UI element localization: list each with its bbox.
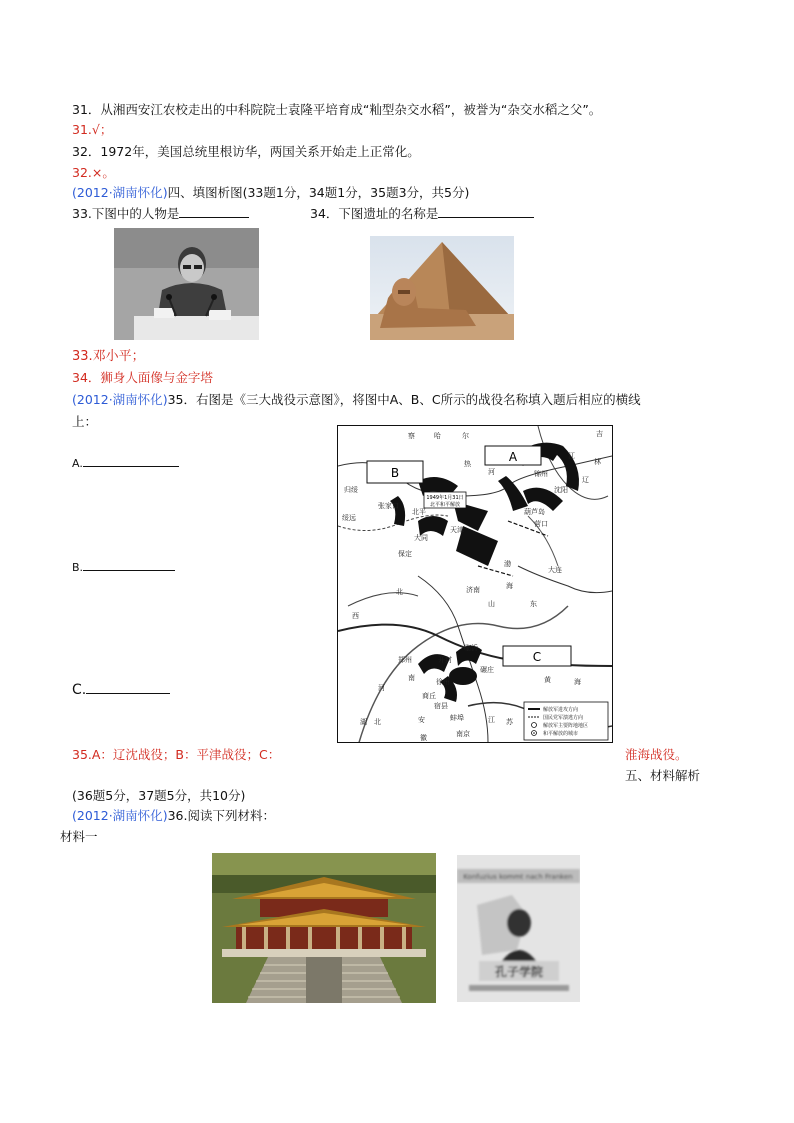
svg-text:临沂: 临沂: [464, 644, 478, 652]
svg-text:渤: 渤: [504, 560, 511, 568]
svg-text:张家口: 张家口: [378, 502, 399, 510]
map-date-box: 1949年1月31日: [426, 495, 464, 501]
svg-text:吉: 吉: [596, 430, 603, 438]
svg-text:热: 热: [464, 460, 471, 468]
plaque-text: 孔子学院: [494, 965, 544, 979]
q34-prompt: [310, 204, 534, 222]
svg-text:归绥: 归绥: [344, 486, 358, 494]
section5-scores: (36题5分，37题5分，共10分): [72, 788, 246, 803]
q35-source-open: (: [72, 392, 77, 407]
svg-text:天津: 天津: [450, 526, 464, 534]
legend-item-3: 解放军主要阵地地区: [543, 723, 589, 729]
svg-text:林: 林: [594, 458, 601, 466]
q35-source: 2012·湖南怀化: [76, 392, 163, 407]
person-photo: [114, 228, 259, 340]
svg-text:商丘: 商丘: [422, 692, 436, 700]
svg-text:江: 江: [488, 716, 495, 724]
q36-text: 36.阅读下列材料：: [167, 808, 275, 823]
svg-text:碾庄: 碾庄: [480, 666, 494, 674]
legend-item-1: 解放军进攻方向: [543, 707, 579, 713]
map-label-a: A: [508, 450, 518, 464]
svg-text:锦州: 锦州: [534, 470, 548, 478]
svg-text:南京: 南京: [456, 730, 470, 738]
q31-text: 31．从湘西安江农校走出的中科院院士袁隆平培育成“籼型杂交水稻”，被誉为“杂交水稻之父”。: [72, 102, 602, 117]
svg-text:徐州: 徐州: [436, 678, 450, 686]
q32-text: 32．1972年，美国总统里根访华，两国关系开始走上正常化。: [72, 144, 420, 159]
svg-text:葫芦岛: 葫芦岛: [524, 508, 545, 516]
q33-prompt: [72, 204, 249, 222]
svg-text:宿县: 宿县: [434, 702, 448, 710]
svg-text:北平和平解放: 北平和平解放: [429, 502, 461, 508]
svg-text:察: 察: [408, 432, 415, 440]
section4-header: [72, 183, 469, 201]
q35-source-close: ): [162, 392, 168, 407]
material-label: 材料一: [60, 829, 98, 844]
blank-c-label: C.: [72, 682, 87, 698]
blank-b-line[interactable]: [83, 559, 175, 571]
q33-text: 33.下图中的人物是: [72, 206, 180, 221]
svg-text:沈阳: 沈阳: [554, 486, 568, 494]
section4-source-open: (: [72, 185, 77, 200]
blank-a-line[interactable]: [83, 455, 179, 467]
svg-text:开封: 开封: [438, 656, 452, 664]
q34-blank[interactable]: [438, 206, 534, 218]
blank-b-label: B.: [72, 561, 84, 574]
q35-text: 35．右图是《三大战役示意图》，将图中A、B、C所示的战役名称填入题后相应的横线: [167, 392, 641, 407]
svg-text:黄: 黄: [544, 676, 551, 684]
q33-answer: 33.邓小平；: [72, 349, 145, 364]
svg-text:河: 河: [488, 468, 495, 476]
q35-blank-c: [72, 682, 170, 698]
q36-source-close: ): [162, 808, 168, 823]
svg-text:北平: 北平: [412, 508, 426, 516]
svg-text:蚌埠: 蚌埠: [450, 714, 464, 722]
svg-text:绥远: 绥远: [342, 514, 356, 522]
svg-text:东: 东: [530, 600, 537, 608]
map-label-b: B: [390, 466, 400, 480]
q35-answer-left: 35.A：辽沈战役；B：平津战役；C：: [72, 747, 281, 762]
svg-text:北: 北: [374, 718, 381, 726]
svg-text:保定: 保定: [398, 550, 412, 558]
svg-text:大同: 大同: [414, 534, 428, 542]
svg-text:辽: 辽: [582, 476, 589, 484]
svg-text:尔: 尔: [462, 432, 469, 440]
q33-blank[interactable]: [179, 206, 249, 218]
q36-source-open: (: [72, 808, 77, 823]
q36-source: 2012·湖南怀化: [76, 808, 163, 823]
q34-text: 34．下图遗址的名称是: [310, 206, 439, 221]
section4-title: 四、填图析图(33题1分，34题1分，35题3分，共5分): [167, 185, 470, 200]
three-campaigns-map: [337, 425, 613, 743]
svg-text:南: 南: [408, 674, 415, 682]
q34-answer: 34．狮身人面像与金字塔: [72, 370, 213, 385]
q35-line1: [72, 390, 641, 408]
svg-text:海: 海: [506, 582, 513, 590]
section5-title: 五、材料解析: [625, 768, 701, 783]
svg-text:大连: 大连: [548, 566, 562, 574]
q32-answer: 32.×。: [72, 165, 115, 180]
svg-text:湖: 湖: [360, 718, 367, 726]
svg-text:北: 北: [396, 588, 403, 596]
map-label-c: C: [532, 650, 542, 664]
q35-blank-b: [72, 559, 175, 574]
svg-text:营口: 营口: [534, 520, 548, 528]
section4-source-close: ): [162, 185, 168, 200]
svg-text:海: 海: [574, 678, 581, 686]
q35-line2: 上：: [72, 414, 98, 429]
svg-text:安: 安: [418, 716, 425, 724]
section4-source: 2012·湖南怀化: [76, 185, 163, 200]
temple-photo: [212, 853, 436, 1003]
sphinx-pyramid-photo: [370, 236, 514, 340]
svg-text:徽: 徽: [420, 734, 427, 742]
blank-a-label: A.: [72, 457, 83, 470]
svg-text:山: 山: [488, 600, 495, 608]
blank-c-line[interactable]: [86, 682, 170, 694]
svg-text:西: 西: [352, 612, 359, 620]
q35-answer-right: 淮海战役。: [625, 747, 688, 762]
svg-text:江: 江: [568, 452, 575, 460]
svg-text:苏: 苏: [506, 718, 513, 726]
svg-text:哈: 哈: [434, 432, 441, 440]
q31-answer: 31.√；: [72, 122, 113, 137]
q35-blank-a: [72, 455, 179, 470]
legend-item-4: 和平解放的城市: [543, 731, 579, 737]
svg-text:郑州: 郑州: [398, 656, 412, 664]
legend-item-2: 国民党军溃逃方向: [543, 715, 584, 721]
svg-text:河: 河: [378, 684, 385, 692]
q36-line: [72, 806, 275, 824]
confucius-institute-photo: [457, 855, 580, 1002]
svg-text:济南: 济南: [466, 586, 480, 594]
banner-text: Konfuzius kommt nach Franken: [463, 873, 573, 881]
